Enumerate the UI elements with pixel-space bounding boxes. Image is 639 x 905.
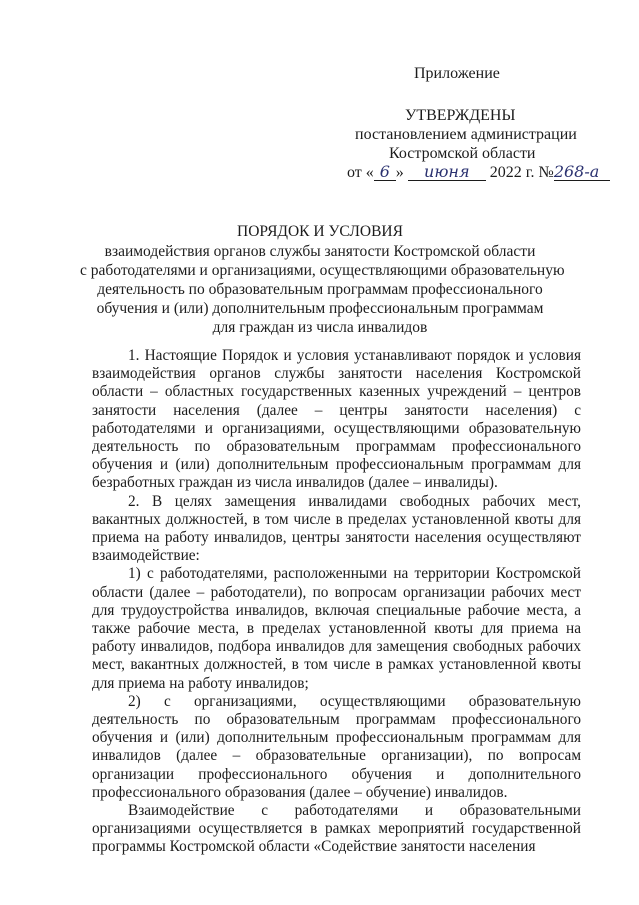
decree-line-2: Костромской области xyxy=(389,145,536,162)
appendix-label: Приложение xyxy=(414,65,500,82)
title-line-2: с работодателями и организациями, осуществляющими образовательную xyxy=(80,262,565,279)
date-prefix: от « xyxy=(347,164,374,181)
handwritten-day: 6 xyxy=(374,163,396,181)
approved-label: УТВЕРЖДЕНЫ xyxy=(405,107,516,124)
paragraph-1: 1. Настоящие Порядок и условия устанавливают порядок и условия взаимодействия органов службы занятости населения Костромской области – областных государственных казенных учреждений – центров занятости населения (далее – центры занятости населения) с работодателями и организациями, осуществляющими образовательную деятельность по образовательным программам профессионального обучения и (или) дополнительным профессиональным программам для безработных граждан из числа инвалидов (далее – инвалиды). xyxy=(92,347,581,492)
title-line-4: обучения и (или) дополнительным профессиональным программам xyxy=(96,300,544,317)
year-and-number-label: 2022 г. № xyxy=(489,164,554,181)
paragraph-2: 2. В целях замещения инвалидами свободных рабочих мест, вакантных должностей, в том числе в пределах установленной квоты для приема на работу инвалидов, центры занятости населения осуществляют взаимодействие: xyxy=(92,492,581,565)
title-line-5: для граждан из числа инвалидов xyxy=(212,319,428,336)
title-line-1: взаимодействия органов службы занятости Костромской области xyxy=(104,243,536,260)
date-mid: » xyxy=(395,164,404,181)
handwritten-month: июня xyxy=(408,163,486,181)
handwritten-number: 268-а xyxy=(554,163,610,181)
decree-date-line xyxy=(347,163,610,183)
document-title: ПОРЯДОК И УСЛОВИЯ xyxy=(237,223,403,240)
decree-line-1: постановлением администрации xyxy=(355,126,577,143)
paragraph-2-item-2: 2) с организациями, осуществляющими образовательную деятельность по образовательным программам профессионального обучения и (или) дополнительным профессиональным программам для инвалидов (далее – образовательные организации), по вопросам организации профессионального обучения и дополнительного профессионального образования (далее – обучение) инвалидов. xyxy=(92,692,581,801)
title-line-3: деятельность по образовательным программам профессионального xyxy=(97,281,543,298)
document-body xyxy=(92,347,581,857)
paragraph-2-item-1: 1) с работодателями, расположенными на территории Костромской области (далее – работодатели), по вопросам организации рабочих мест для трудоустройства инвалидов, включая специальные рабочие места, а также рабочие места, в пределах установленной квоты для приема на работу инвалидов, подбора инвалидов для замещения свободных рабочих мест, вакантных должностей, в том числе в рамках установленной квоты для приема на работу инвалидов; xyxy=(92,565,581,692)
paragraph-3: Взаимодействие с работодателями и образовательными организациями осуществляется в рамках мероприятий государственной программы Костромской области «Содействие занятости населения xyxy=(92,802,581,856)
